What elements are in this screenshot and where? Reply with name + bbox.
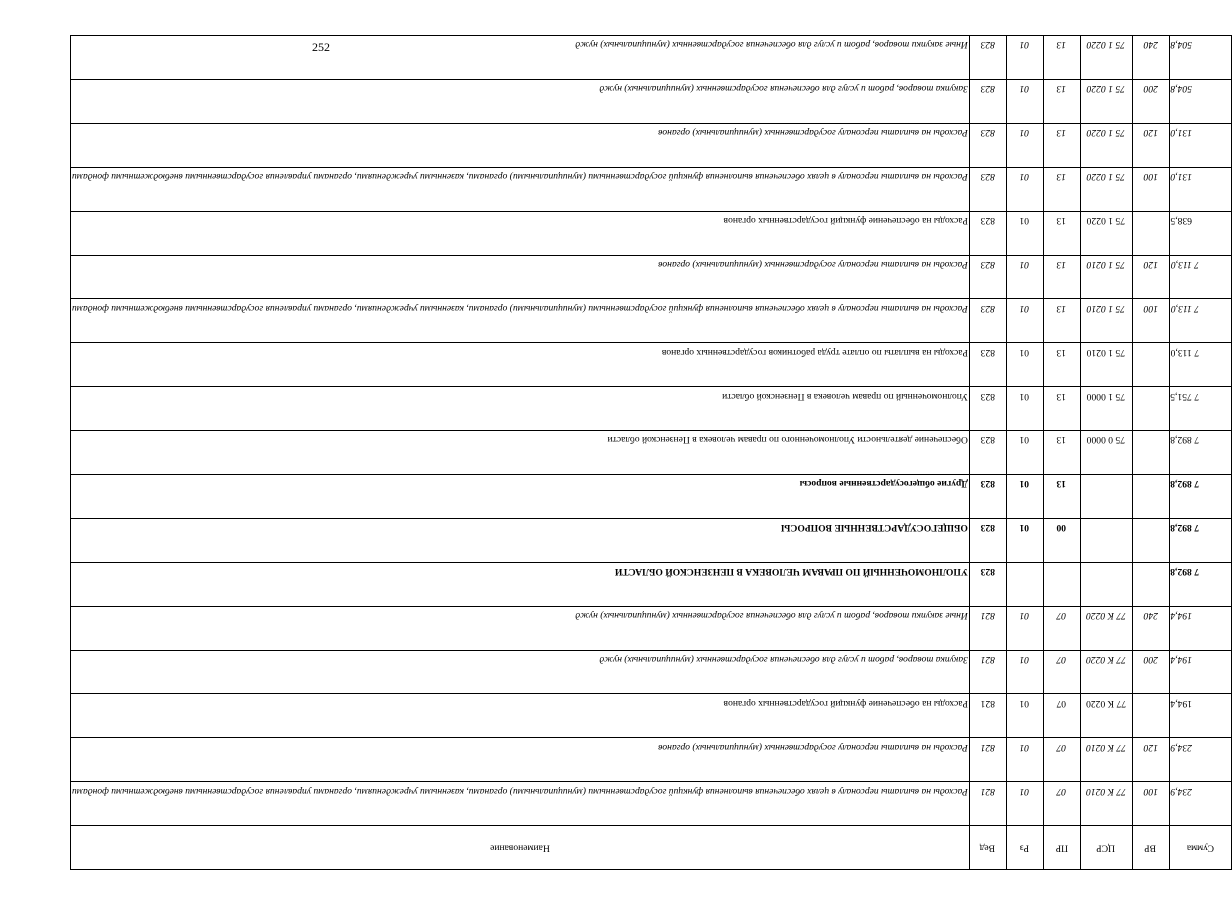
cell-ved: 821	[969, 782, 1006, 826]
cell-rz: 01	[1006, 211, 1043, 255]
cell-csr: 75 0 0000	[1080, 431, 1132, 475]
cell-pr: 13	[1043, 211, 1080, 255]
cell-vr: 120	[1132, 255, 1169, 299]
cell-rz: 01	[1006, 431, 1043, 475]
header-ved: Вед	[969, 826, 1006, 870]
cell-pr: 13	[1043, 387, 1080, 431]
cell-vr: 120	[1132, 123, 1169, 167]
cell-sum: 7 113,0	[1169, 255, 1231, 299]
cell-ved: 823	[969, 387, 1006, 431]
field-row-sum	[1169, 36, 1231, 870]
cell-sum: 7 892,8	[1169, 562, 1231, 606]
cell-sum: 7 751,5	[1169, 387, 1231, 431]
cell-sum: 7 113,0	[1169, 343, 1231, 387]
cell-sum: 131,0	[1169, 123, 1231, 167]
cell-csr: 75 1 0210	[1080, 299, 1132, 343]
field-row-pr	[1043, 36, 1080, 870]
cell-ved: 823	[969, 518, 1006, 562]
cell-csr: 75 1 0220	[1080, 123, 1132, 167]
cell-vr: 100	[1132, 299, 1169, 343]
cell-rz: 01	[1006, 387, 1043, 431]
cell-ved: 821	[969, 738, 1006, 782]
cell-csr: 75 1 0220	[1080, 211, 1132, 255]
cell-ved: 823	[969, 474, 1006, 518]
cell-ved: 823	[969, 343, 1006, 387]
cell-sum: 194,4	[1169, 694, 1231, 738]
cell-pr: 13	[1043, 255, 1080, 299]
cell-ved: 823	[969, 255, 1006, 299]
cell-rz: 01	[1006, 255, 1043, 299]
cell-name: Обеспечение деятельности Уполномоченного по правам человека в Пензенской области	[71, 431, 970, 475]
cell-name: Иные закупки товаров, работ и услуг для обеспечения государственных (муниципальных) нужд	[71, 36, 970, 80]
cell-rz: 01	[1006, 606, 1043, 650]
cell-pr: 07	[1043, 738, 1080, 782]
cell-sum: 194,4	[1169, 606, 1231, 650]
cell-rz: 01	[1006, 738, 1043, 782]
cell-name: Расходы на обеспечение функций государственных органов	[71, 694, 970, 738]
header-rz: Рз	[1006, 826, 1043, 870]
rotated-table-wrapper	[70, 35, 1214, 870]
cell-vr	[1132, 694, 1169, 738]
cell-sum: 7 892,8	[1169, 518, 1231, 562]
cell-rz: 01	[1006, 123, 1043, 167]
cell-pr	[1043, 562, 1080, 606]
cell-csr	[1080, 474, 1132, 518]
field-row-rz	[1006, 36, 1043, 870]
cell-pr: 07	[1043, 782, 1080, 826]
cell-rz: 01	[1006, 518, 1043, 562]
cell-rz: 01	[1006, 650, 1043, 694]
cell-ved: 821	[969, 650, 1006, 694]
cell-rz: 01	[1006, 782, 1043, 826]
cell-csr: 77 К 0210	[1080, 782, 1132, 826]
cell-vr: 200	[1132, 650, 1169, 694]
cell-sum: 131,0	[1169, 167, 1231, 211]
cell-name: Расходы на выплаты по оплате труда работников государственных органов	[71, 343, 970, 387]
cell-csr: 75 1 0210	[1080, 343, 1132, 387]
cell-name: Расходы на выплаты персоналу государственных (муниципальных) органов	[71, 738, 970, 782]
cell-rz: 01	[1006, 474, 1043, 518]
header-csr: ЦСР	[1080, 826, 1132, 870]
cell-name: Расходы на выплаты персоналу в целях обеспечения выполнения функций государственными (муниципальными) органами, казенными учреждениями, органами управления государственными внебюджетными фондами	[71, 782, 970, 826]
cell-pr: 00	[1043, 518, 1080, 562]
cell-name: Расходы на выплаты персоналу государственных (муниципальных) органов	[71, 255, 970, 299]
cell-csr	[1080, 518, 1132, 562]
cell-rz: 01	[1006, 343, 1043, 387]
cell-vr: 100	[1132, 782, 1169, 826]
cell-vr	[1132, 387, 1169, 431]
cell-rz: 01	[1006, 36, 1043, 80]
cell-pr: 07	[1043, 650, 1080, 694]
header-sum: Сумма	[1169, 826, 1231, 870]
cell-vr	[1132, 211, 1169, 255]
cell-name: Расходы на выплаты персоналу в целях обеспечения выполнения функций государственными (муниципальными) органами, казенными учреждениями, органами управления государственными внебюджетными фондами	[71, 299, 970, 343]
field-row-name	[71, 36, 970, 870]
header-name: Наименование	[71, 826, 970, 870]
cell-sum: 638,5	[1169, 211, 1231, 255]
cell-rz: 01	[1006, 299, 1043, 343]
cell-name: ОБЩЕГОСУДАРСТВЕННЫЕ ВОПРОСЫ	[71, 518, 970, 562]
cell-vr	[1132, 562, 1169, 606]
cell-ved: 823	[969, 562, 1006, 606]
cell-ved: 823	[969, 211, 1006, 255]
cell-sum: 234,9	[1169, 738, 1231, 782]
cell-vr	[1132, 518, 1169, 562]
cell-ved: 823	[969, 36, 1006, 80]
cell-ved: 823	[969, 431, 1006, 475]
cell-sum: 7 113,0	[1169, 299, 1231, 343]
cell-csr: 77 К 0210	[1080, 738, 1132, 782]
cell-ved: 821	[969, 606, 1006, 650]
cell-pr: 07	[1043, 606, 1080, 650]
cell-csr: 77 К 0220	[1080, 694, 1132, 738]
cell-vr: 100	[1132, 167, 1169, 211]
cell-sum: 234,9	[1169, 782, 1231, 826]
cell-vr: 240	[1132, 606, 1169, 650]
cell-name: Расходы на выплаты персоналу в целях обеспечения выполнения функций государственными (муниципальными) органами, казенными учреждениями, органами управления государственными внебюджетными фондами	[71, 167, 970, 211]
budget-table	[70, 35, 1232, 870]
cell-vr: 240	[1132, 36, 1169, 80]
cell-vr: 120	[1132, 738, 1169, 782]
cell-csr: 75 1 0210	[1080, 255, 1132, 299]
cell-vr	[1132, 474, 1169, 518]
cell-rz: 01	[1006, 79, 1043, 123]
cell-vr	[1132, 343, 1169, 387]
cell-rz: 01	[1006, 694, 1043, 738]
cell-ved: 821	[969, 694, 1006, 738]
cell-ved: 823	[969, 167, 1006, 211]
cell-rz	[1006, 562, 1043, 606]
cell-ved: 823	[969, 79, 1006, 123]
cell-sum: 194,4	[1169, 650, 1231, 694]
cell-csr: 75 1 0220	[1080, 79, 1132, 123]
cell-name: УПОЛНОМОЧЕННЫЙ ПО ПРАВАМ ЧЕЛОВЕКА В ПЕНЗЕНСКОЙ ОБЛАСТИ	[71, 562, 970, 606]
cell-csr: 77 К 0220	[1080, 650, 1132, 694]
header-vr: ВР	[1132, 826, 1169, 870]
cell-vr	[1132, 431, 1169, 475]
cell-csr: 75 1 0220	[1080, 167, 1132, 211]
field-row-csr	[1080, 36, 1132, 870]
field-row-vr	[1132, 36, 1169, 870]
cell-ved: 823	[969, 123, 1006, 167]
cell-sum: 504,8	[1169, 36, 1231, 80]
cell-pr: 13	[1043, 299, 1080, 343]
cell-csr: 75 1 0220	[1080, 36, 1132, 80]
header-pr: ПР	[1043, 826, 1080, 870]
cell-pr: 13	[1043, 343, 1080, 387]
cell-rz: 01	[1006, 167, 1043, 211]
cell-name: Расходы на выплаты персоналу государственных (муниципальных) органов	[71, 123, 970, 167]
cell-name: Иные закупки товаров, работ и услуг для обеспечения государственных (муниципальных) нужд	[71, 606, 970, 650]
cell-sum: 7 892,8	[1169, 431, 1231, 475]
cell-csr: 75 1 0000	[1080, 387, 1132, 431]
cell-pr: 13	[1043, 123, 1080, 167]
cell-pr: 13	[1043, 36, 1080, 80]
cell-name: Закупка товаров, работ и услуг для обеспечения государственных (муниципальных) нужд	[71, 650, 970, 694]
cell-name: Уполномоченный по правам человека в Пензенской области	[71, 387, 970, 431]
page-number: 252	[312, 40, 330, 54]
cell-name: Другие общегосударственные вопросы	[71, 474, 970, 518]
cell-pr: 13	[1043, 167, 1080, 211]
cell-ved: 823	[969, 299, 1006, 343]
cell-csr: 77 К 0220	[1080, 606, 1132, 650]
cell-pr: 07	[1043, 694, 1080, 738]
cell-csr	[1080, 562, 1132, 606]
cell-vr: 200	[1132, 79, 1169, 123]
cell-sum: 7 892,8	[1169, 474, 1231, 518]
cell-pr: 13	[1043, 474, 1080, 518]
cell-sum: 504,8	[1169, 79, 1231, 123]
cell-name: Закупка товаров, работ и услуг для обеспечения государственных (муниципальных) нужд	[71, 79, 970, 123]
cell-name: Расходы на обеспечение функций государственных органов	[71, 211, 970, 255]
cell-pr: 13	[1043, 79, 1080, 123]
field-row-ved	[969, 36, 1006, 870]
cell-pr: 13	[1043, 431, 1080, 475]
table-body	[71, 36, 1232, 870]
